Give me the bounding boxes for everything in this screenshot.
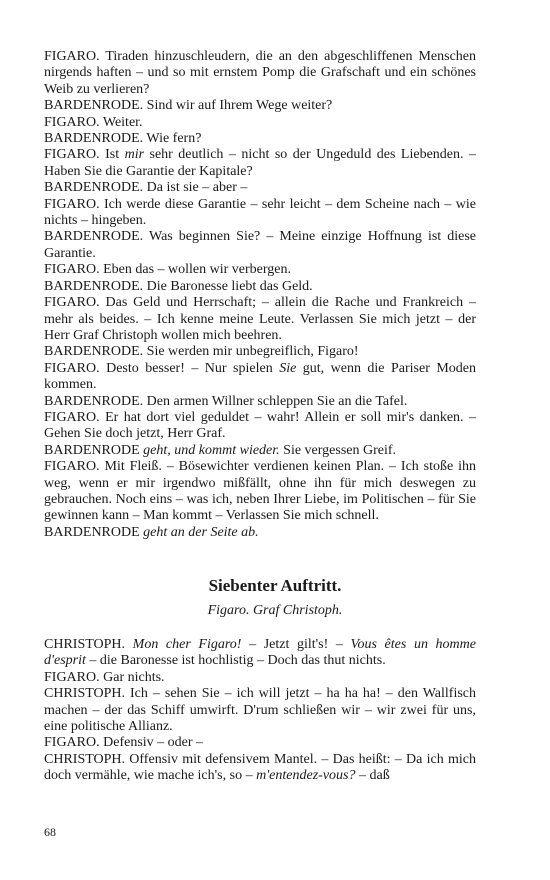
dialogue-line: BARDENRODE. Sie werden mir unbegreiflich, Figaro! (44, 344, 359, 360)
dialogue-line: BARDENRODE. Sind wir auf Ihrem Wege weiter? (44, 98, 333, 114)
dialogue-line: FIGARO. Ist mir sehr deutlich – nicht so der Ungeduld des Liebenden. – Haben Sie die Garantie der Kapitale? (44, 147, 476, 179)
dialogue-line: FIGARO. Weiter. (44, 114, 143, 130)
dialogue-line: BARDENRODE. Den armen Willner schleppen Sie an die Tafel. (44, 393, 408, 409)
dialogue-line: FIGARO. Defensiv – oder – (44, 735, 204, 751)
dialogue-line: CHRISTOPH. Ich – sehen Sie – ich will jetzt – ha ha ha! – den Wallfisch machen – der das Schiff umwirft. D'rum schließen wir – wir zwei für uns, eine politische Allianz. (44, 686, 476, 735)
dialogue-line: FIGARO. Eben das – wollen wir verbergen. (44, 262, 292, 278)
scene-heading: Siebenter Auftritt. (208, 576, 342, 595)
dialogue-line: BARDENRODE. Die Baronesse liebt das Geld. (44, 278, 313, 294)
dialogue-line: CHRISTOPH. Offensiv mit defensivem Mantel. – Das heißt: – Da ich mich doch vermähle, wie mache ich's, so – m'entendez-vous? – daß (44, 751, 476, 784)
dialogue-line: FIGARO. Tiraden hinzuschleudern, die an den abgeschliffenen Menschen nirgends haften – und so mit ernstem Pomp die Grafschaft und ein schönes Weib zu verlieren? (44, 49, 476, 97)
dialogue-line: BARDENRODE. Wie fern? (44, 131, 202, 147)
stage-direction: BARDENRODE geht an der Seite ab. (44, 524, 259, 540)
dialogue-line: CHRISTOPH. Mon cher Figaro! – Jetzt gilt's! – Vous êtes un homme d'esprit – die Baronesse ist hochlistig – Doch das thut nichts. (44, 637, 476, 669)
dialogue-line: FIGARO. Er hat dort viel geduldet – wahr! Allein er soll mir's danken. – Gehen Sie doch jetzt, Herr Graf. (44, 409, 476, 442)
dialogue-line: BARDENRODE geht, und kommt wieder. Sie vergessen Greif. (44, 442, 397, 458)
dialogue-line: FIGARO. Mit Fleiß. – Bösewichter verdienen keinen Plan. – Ich stoße ihn weg, wenn er mir irgendwo mißfällt, ohne ihn für mich deswegen zu gebrauchen. Noch eins – was ich, neben Ihrer Liebe, im Politischen – für Sie gewinnen kann – Man kommt – Verlassen Sie mich schnell. (44, 459, 476, 524)
dialogue-line: BARDENRODE. Da ist sie – aber – (44, 180, 248, 196)
dialogue-line: FIGARO. Das Geld und Herrschaft; – allein die Rache und Frankreich – mehr als beides. – Ich kenne meine Leute. Verlassen Sie mich jetzt – der Herr Graf Christoph wollen mich beehren. (44, 295, 476, 343)
dialogue-line: BARDENRODE. Was beginnen Sie? – Meine einzige Hoffnung ist diese Garantie. (44, 229, 476, 261)
page-number: 68 (44, 825, 56, 839)
dialogue-line: FIGARO. Gar nichts. (44, 669, 165, 685)
dialogue-block (44, 49, 476, 541)
dialogue-line: FIGARO. Ich werde diese Garantie – sehr leicht – dem Scheine nach – wie nichts – hingeben. (44, 196, 476, 229)
dialogue-line: FIGARO. Desto besser! – Nur spielen Sie gut, wenn die Pariser Moden kommen. (44, 360, 477, 393)
scene-persons: Figaro. Graf Christoph. (207, 603, 343, 618)
dialogue-block (44, 637, 476, 785)
